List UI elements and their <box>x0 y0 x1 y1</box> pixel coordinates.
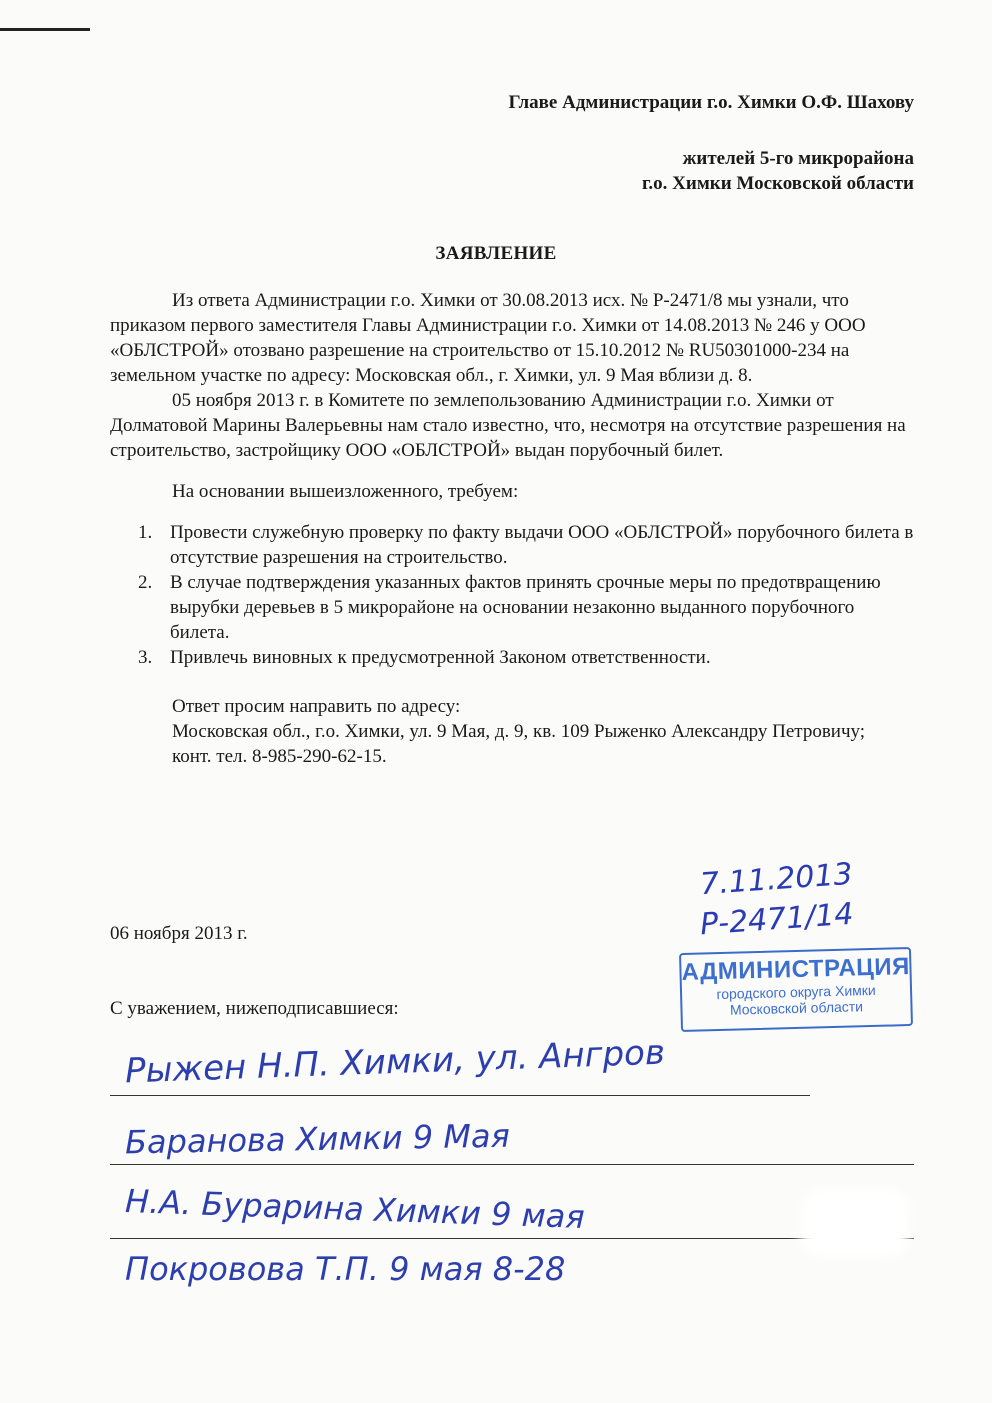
reply-phone: конт. тел. 8-985-290-62-15. <box>172 746 387 767</box>
sender-block <box>642 146 914 196</box>
reply-intro: Ответ просим направить по адресу: <box>172 696 461 717</box>
stamp-line-1: городского округа Химки <box>716 981 876 1003</box>
document-title: ЗАЯВЛЕНИЕ <box>435 243 557 264</box>
signature-line <box>110 1238 914 1239</box>
signature-3: Н.А. Бурарина Химки 9 мая <box>124 1181 586 1237</box>
registration-number: Р-2471/14 <box>698 896 855 943</box>
document-date: 06 ноября 2013 г. <box>110 923 248 944</box>
addressee: Главе Администрации г.о. Химки О.Ф. Шахову <box>508 92 914 113</box>
stamp-title: АДМИНИСТРАЦИЯ <box>681 953 911 986</box>
signature-2: Баранова Химки 9 Мая <box>124 1116 511 1162</box>
list-number: 3. <box>138 647 153 668</box>
closing-regards: С уважением, нижеподписавшиеся: <box>110 998 399 1019</box>
document-body <box>110 288 914 769</box>
list-number: 2. <box>138 572 153 593</box>
administration-stamp <box>679 947 913 1032</box>
signature-line <box>110 1095 810 1096</box>
reply-block <box>110 694 914 769</box>
list-text: Провести служебную проверку по факту выдачи ООО «ОБЛСТРОЙ» порубочного билета в отсутствие разрешения на строительство. <box>170 522 914 568</box>
sender-line-2: г.о. Химки Московской области <box>641 173 914 194</box>
list-number: 1. <box>138 522 153 543</box>
demand-intro: На основании вышеизложенного, требуем: <box>172 481 519 502</box>
list-text: Привлечь виновных к предусмотренной Законом ответственности. <box>170 647 711 668</box>
list-item <box>110 520 914 570</box>
list-item <box>110 570 914 645</box>
registration-date: 7.11.2013 <box>698 856 854 903</box>
stamp-line-2: Московской области <box>729 998 864 1018</box>
redaction-smudge <box>800 1188 910 1258</box>
list-item <box>110 645 914 670</box>
corner-mark <box>0 28 90 31</box>
signature-4: Покровова Т.П. 9 мая 8-28 <box>125 1250 566 1288</box>
paragraph-1: Из ответа Администрации г.о. Химки от 30.08.2013 исх. № Р-2471/8 мы узнали, что приказом первого заместителя Главы Администрации г.о. Химки от 14.08.2013 № 246 у ООО «ОБЛСТРОЙ» отозвано разрешение на строительство от 15.10.2012 № RU50301000-234 на земельном участке по адресу: Московская обл., г. Химки, ул. 9 Мая вблизи д. 8. <box>110 290 866 386</box>
signature-line <box>110 1164 914 1165</box>
sender-line-1: жителей 5-го микрорайона <box>682 148 914 169</box>
signature-1: Рыжен Н.П. Химки, ул. Ангров <box>124 1032 666 1092</box>
reply-address: Московская обл., г.о. Химки, ул. 9 Мая, д. 9, кв. 109 Рыженко Александру Петровичу; <box>172 721 866 742</box>
list-text: В случае подтверждения указанных фактов принять срочные меры по предотвращению вырубки деревьев в 5 микрорайоне на основании незаконно выданного порубочного билета. <box>170 572 881 643</box>
demand-list <box>110 520 914 670</box>
paragraph-2: 05 ноября 2013 г. в Комитете по землепользованию Администрации г.о. Химки от Долматовой Марины Валерьевны нам стало известно, что, несмотря на отсутствие разрешения на строительство, застройщику ООО «ОБЛСТРОЙ» выдан порубочный билет. <box>110 390 906 461</box>
